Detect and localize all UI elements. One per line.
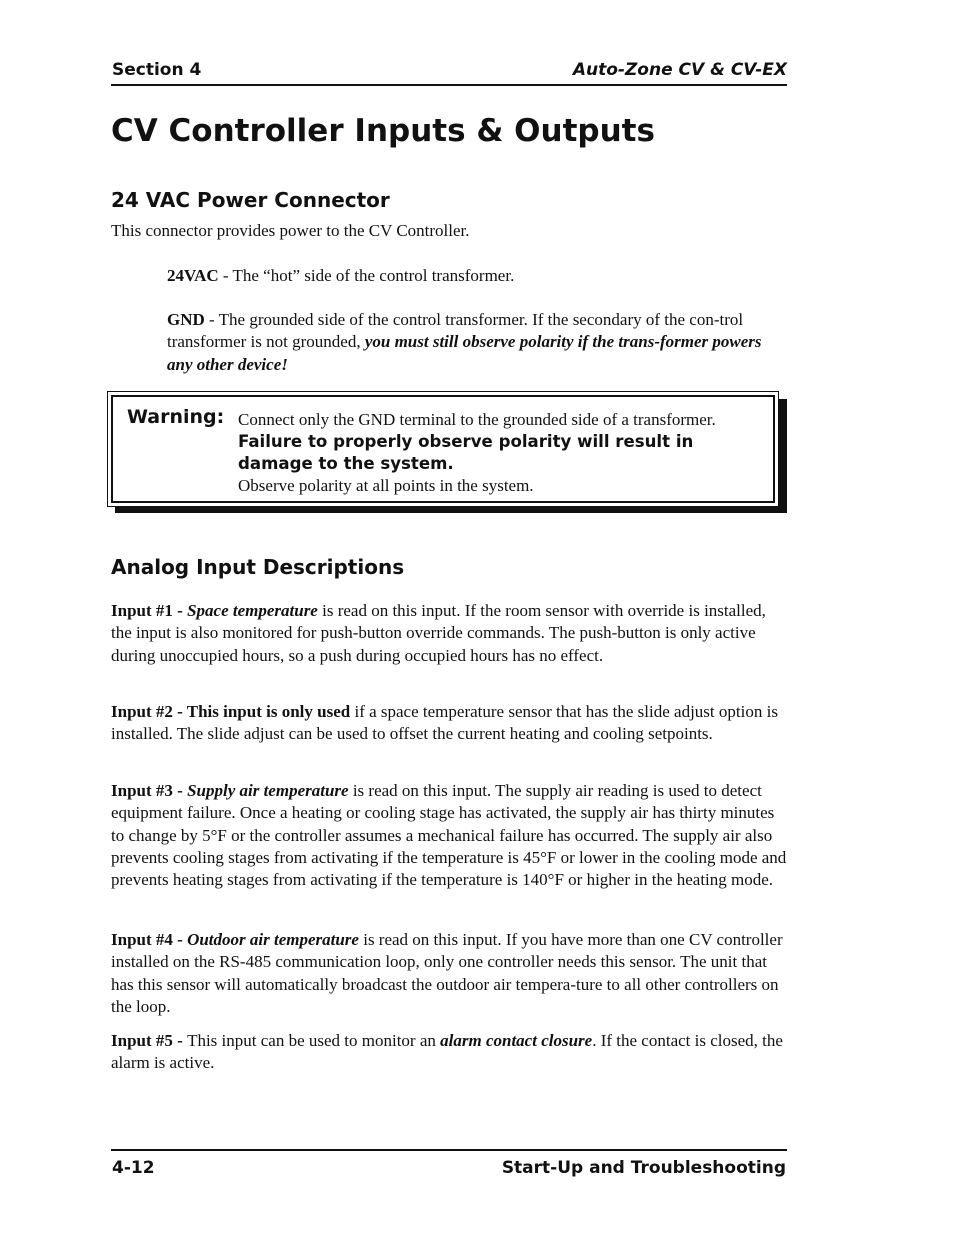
page-footer [111,1149,787,1179]
analog-inputs-heading: Analog Input Descriptions [111,555,405,579]
gnd-term: GND [167,310,205,329]
input-3-label: Input #3 - [111,781,188,800]
page-number: 4-12 [112,1158,155,1178]
input-5-emphasis: alarm contact closure [440,1031,593,1050]
warning-label: Warning: [127,406,225,428]
input-4-text: is read on this input. If you have more than one CV controller installed on the RS-485 communication loop, only one controller needs this sensor. The unit that has this sensor will automatically broadcast the outdoor air tempera-ture to all other controllers on the loop. [111,930,783,1016]
input-4-description [111,929,787,1018]
input-3-description [111,780,787,891]
input-1-label: Input #1 - [111,601,188,620]
input-4-label: Input #4 - [111,930,188,949]
input-5-text-b: . If the contact is closed, the alarm is active. [111,1031,783,1073]
input-2-label: Input #2 - This input is only used [111,702,351,721]
input-1-description [111,600,787,667]
input-5-label: Input #5 - [111,1031,188,1050]
warning-bold-text: Failure to properly observe polarity will result in damage to the system. [238,432,694,473]
input-3-text: is read on this input. The supply air reading is used to detect equipment failure. Once a heating or cooling stage has activated, the supply air has thirty minutes to change by 5°F or the controller assumes a mechanical failure has occurred. The supply air also prevents cooling stages from activating if the temperature is 45°F or lower in the cooling mode and prevents heating stages from activating if the temperature is 140°F or higher in the heating mode. [111,781,787,890]
gnd-desc: - The grounded side of the control transformer. If the secondary of the con-trol transformer is not grounded, [167,310,744,352]
input-1-emphasis: Space temperature [187,601,318,620]
vac-desc: - The “hot” side of the control transformer. [218,266,515,285]
gnd-terminal-description [167,309,782,376]
vac-term: 24VAC [167,266,219,285]
input-3-emphasis: Supply air temperature [187,781,349,800]
page-title: CV Controller Inputs & Outputs [111,113,655,149]
vac-terminal-description [167,265,782,287]
input-4-emphasis: Outdoor air temperature [187,930,359,949]
input-5-description [111,1030,787,1075]
warning-box [107,391,779,507]
input-2-text: if a space temperature sensor that has the slide adjust option is installed. The slide adjust can be used to offset the current heating and cooling setpoints. [111,702,778,744]
power-intro: This connector provides power to the CV Controller. [111,221,470,240]
warning-text [238,409,773,497]
chapter-name: Start-Up and Troubleshooting [501,1158,786,1178]
warning-line-3: Observe polarity at all points in the system. [238,476,534,495]
input-2-description [111,701,787,746]
section-label: Section 4 [112,60,202,80]
product-name: Auto-Zone CV & CV-EX [572,60,787,80]
warning-box-inner [111,395,775,503]
input-1-text: is read on this input. If the room sensor with override is installed, the input is also monitored for push-button override commands. The push-button is only active during unoccupied hours, so a push during occupied hours has no effect. [111,601,766,665]
page-header [111,58,787,86]
input-5-text-a: This input can be used to monitor an [187,1031,441,1050]
gnd-emphasis: you must still observe polarity if the trans-former powers any other device! [167,332,762,374]
warning-line-1: Connect only the GND terminal to the grounded side of a transformer. [238,410,716,429]
power-connector-heading: 24 VAC Power Connector [111,188,390,212]
